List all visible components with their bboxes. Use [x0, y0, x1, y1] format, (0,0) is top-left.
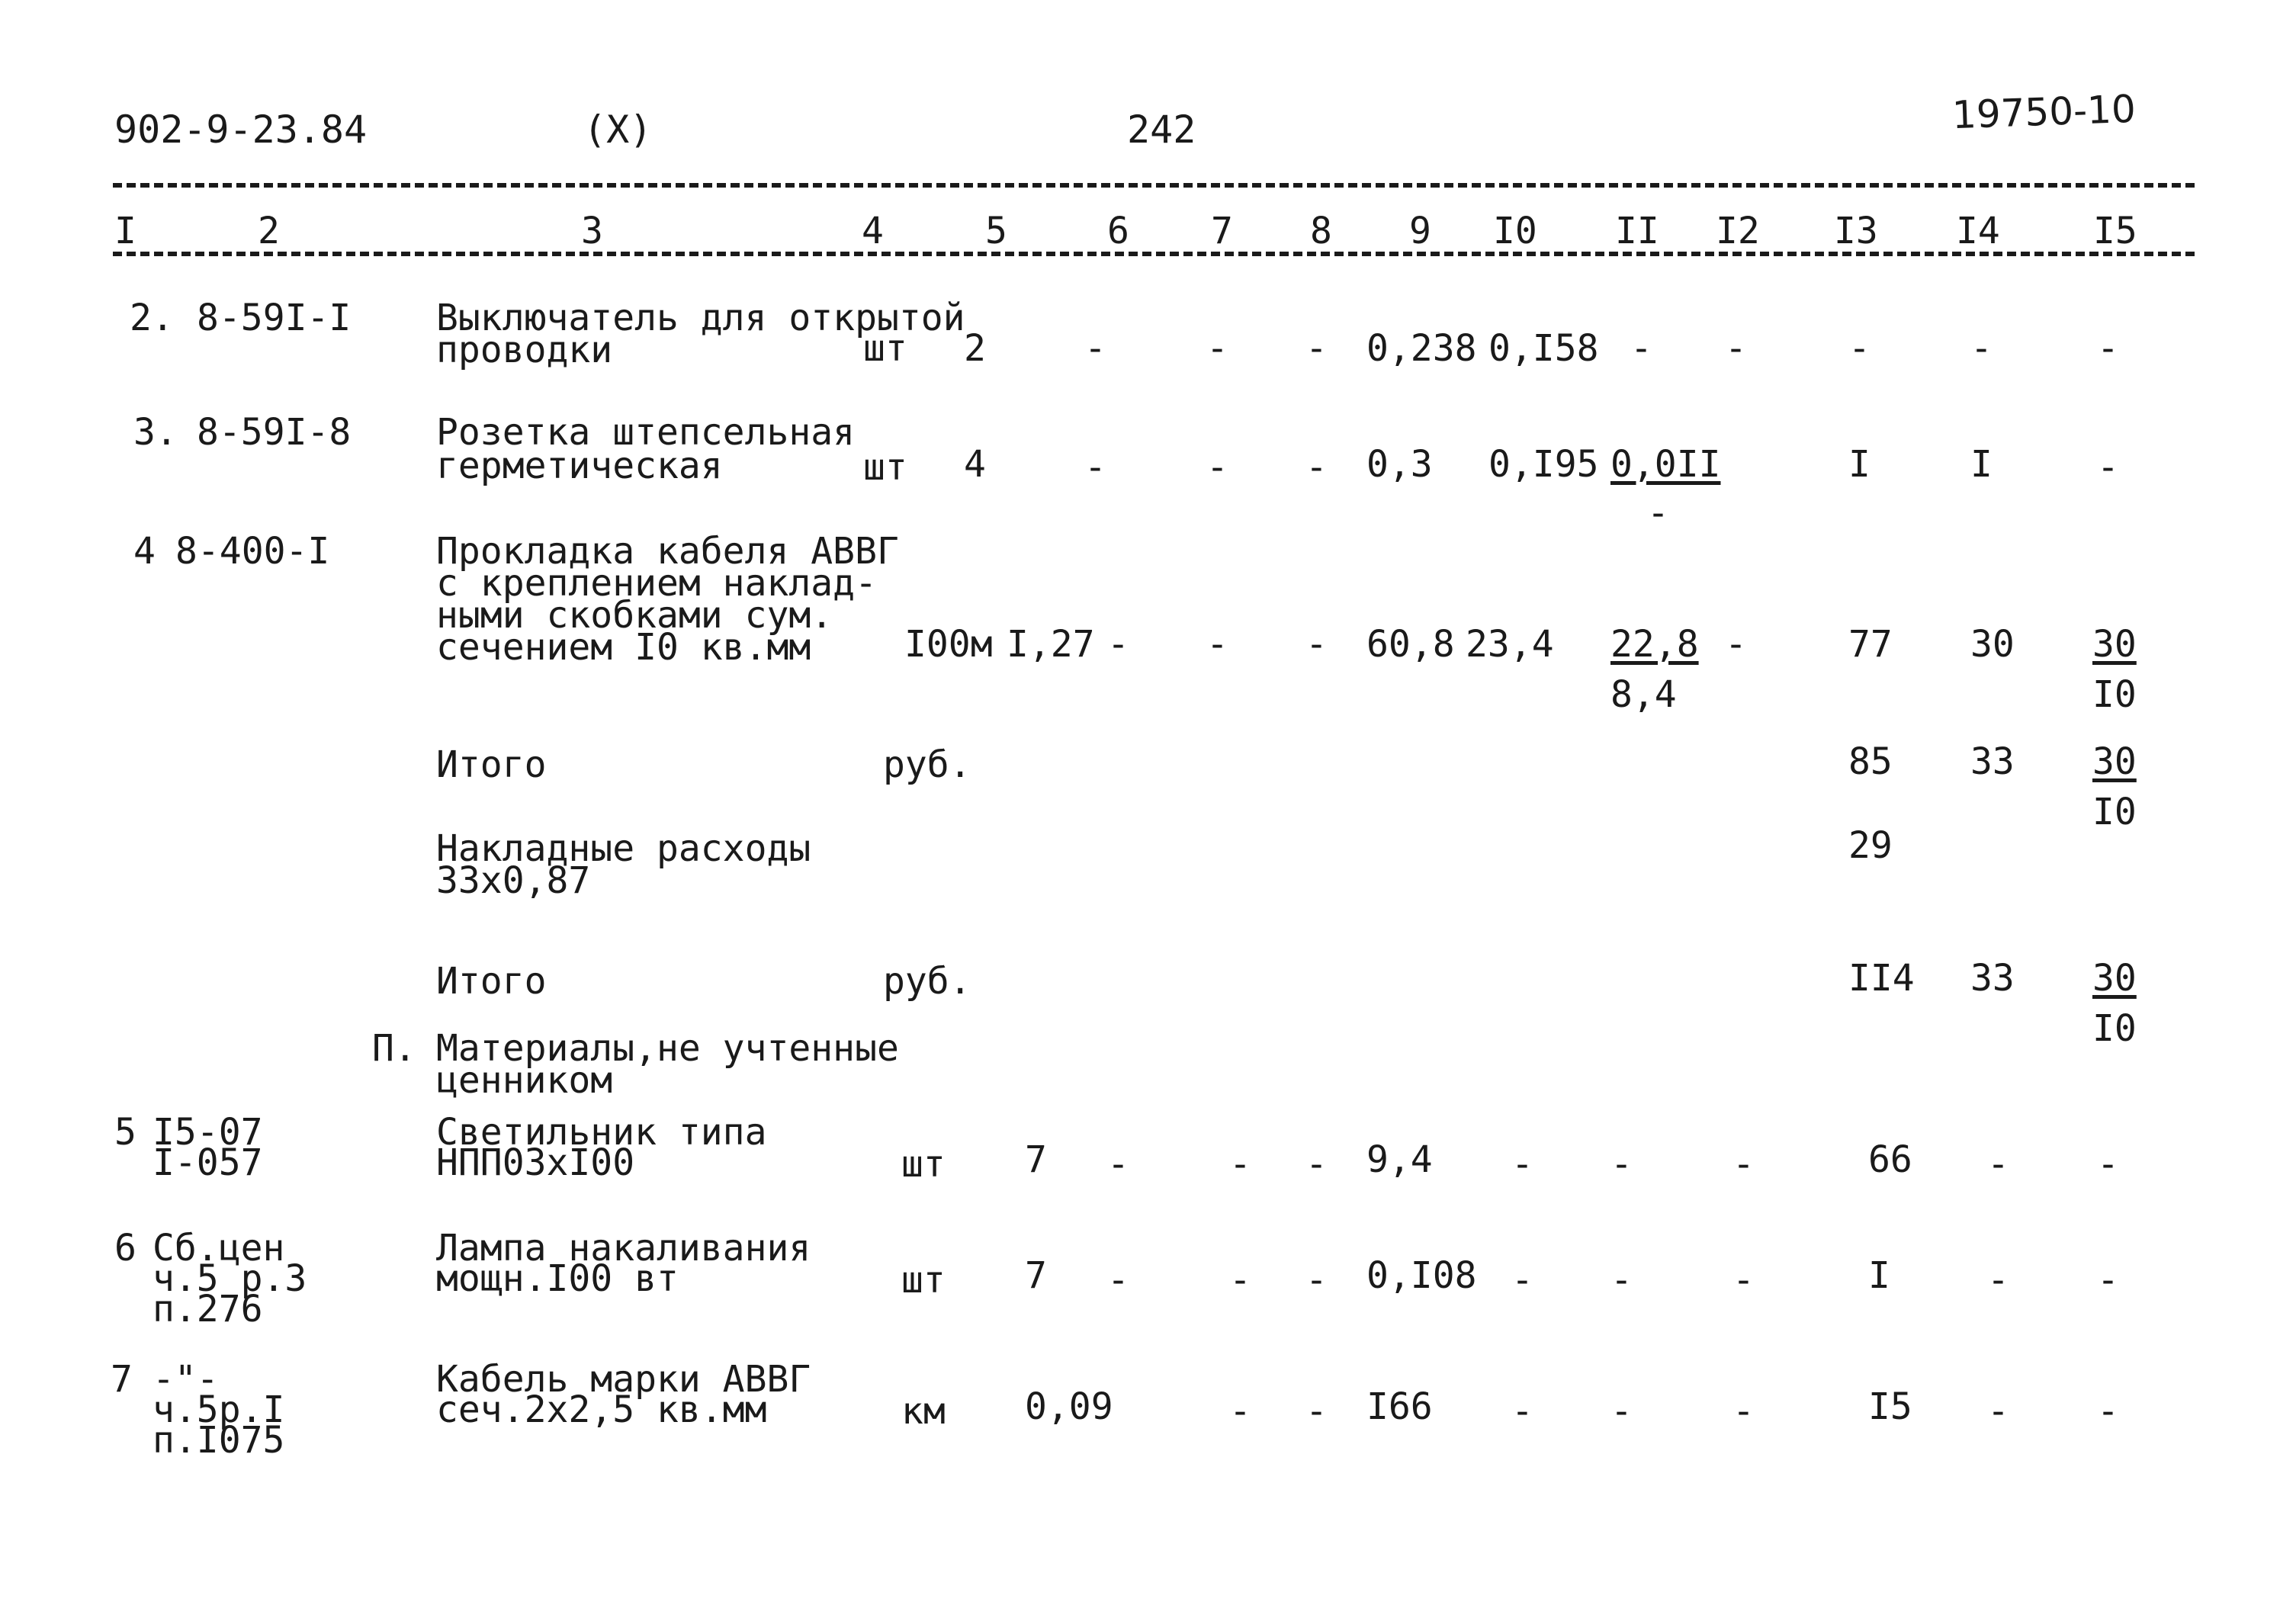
row-name-line: с креплением наклад- — [436, 562, 877, 605]
row-col12: - — [1725, 327, 1747, 370]
row-col13: I — [1868, 1254, 1890, 1297]
row-col13: 66 — [1868, 1138, 1912, 1181]
colnum-14: I4 — [1956, 210, 2000, 252]
colnum-13: I3 — [1834, 210, 1878, 252]
row-col9: 0,238 — [1366, 327, 1477, 370]
row-code-line: ч.5 р.3 — [153, 1257, 307, 1300]
row-col14: I — [1970, 443, 1993, 486]
total-label: Итого — [436, 960, 547, 1003]
overhead-formula: 33x0,87 — [436, 859, 591, 902]
section-number: П. — [372, 1027, 416, 1070]
row-name-line: Розетка штепсельная — [436, 411, 856, 454]
row-col15: - — [2097, 446, 2119, 489]
row-col12: - — [1732, 1259, 1755, 1302]
row-col11: 22,8 — [1610, 623, 1699, 666]
row-col8: - — [1305, 1143, 1328, 1186]
row-code-line: п.I075 — [153, 1419, 285, 1462]
header-divider-top — [113, 183, 2195, 188]
subtotal-unit: руб. — [883, 743, 971, 786]
row-col15: 30 — [2092, 957, 2137, 1000]
row-col7: - — [1206, 327, 1228, 370]
row-name-line: ными скобками сум. — [436, 594, 833, 637]
doc-code: 902-9-23.84 — [114, 108, 368, 152]
row-col15: - — [2097, 1143, 2119, 1186]
row-col14: 33 — [1970, 957, 2015, 1000]
row-col13: - — [1848, 327, 1871, 370]
row-unit: шт — [863, 446, 907, 489]
row-col6: - — [1107, 623, 1129, 666]
row-col9: 60,8 — [1366, 623, 1455, 666]
row-col5: 2 — [964, 327, 986, 370]
row-unit: I00м — [904, 623, 993, 666]
row-col13: I — [1848, 443, 1871, 486]
row-col6: - — [1084, 327, 1106, 370]
row-number: 5 — [114, 1111, 136, 1154]
row-col15: 30 — [2092, 623, 2137, 666]
row-col11: 0,0II — [1610, 443, 1721, 486]
row-col15-lower: I0 — [2092, 1007, 2137, 1050]
colnum-11: II — [1615, 210, 1659, 252]
overhead-label: Накладные расходы — [436, 827, 811, 870]
row-col14: 33 — [1970, 740, 2015, 783]
row-name-line: Светильник типа — [436, 1111, 767, 1154]
row-col12: - — [1732, 1143, 1755, 1186]
row-name-line: сечением I0 кв.мм — [436, 626, 811, 669]
row-col15: - — [2097, 327, 2119, 370]
row-col7: - — [1229, 1143, 1251, 1186]
colnum-3: 3 — [581, 210, 603, 252]
row-col5: 0,09 — [1025, 1385, 1113, 1428]
row-name-line: проводки — [436, 329, 613, 371]
row-col8: - — [1305, 623, 1328, 666]
row-col5: 4 — [964, 443, 986, 486]
colnum-8: 8 — [1310, 210, 1332, 252]
row-col10: - — [1511, 1143, 1533, 1186]
row-col5: 7 — [1025, 1254, 1047, 1297]
colnum-6: 6 — [1107, 210, 1129, 252]
row-col11-lower: - — [1647, 492, 1669, 534]
colnum-9: 9 — [1409, 210, 1431, 252]
row-number: 6 — [114, 1227, 136, 1270]
subtotal-label: Итого — [436, 743, 547, 786]
colnum-15: I5 — [2093, 210, 2137, 252]
row-col6: - — [1107, 1259, 1129, 1302]
row-col9: 0,3 — [1366, 443, 1433, 486]
row-number: 4 — [133, 530, 156, 573]
row-code-line: -"- — [153, 1358, 219, 1401]
section-title-line: ценником — [436, 1059, 613, 1102]
row-col11: - — [1610, 1143, 1633, 1186]
row-name-line: НПП03xI00 — [436, 1141, 635, 1184]
colnum-2: 2 — [258, 210, 280, 252]
total-unit: руб. — [883, 960, 971, 1003]
row-name-line: Прокладка кабеля АВВГ — [436, 530, 899, 573]
row-col8: - — [1305, 327, 1328, 370]
row-col9: I66 — [1366, 1385, 1433, 1428]
row-col9: 9,4 — [1366, 1138, 1433, 1181]
row-name-line: мощн.I00 вт — [436, 1257, 679, 1300]
row-col15: - — [2097, 1259, 2119, 1302]
row-col8: - — [1305, 446, 1328, 489]
colnum-12: I2 — [1716, 210, 1760, 252]
row-col14: - — [1970, 327, 1993, 370]
colnum-5: 5 — [985, 210, 1007, 252]
row-col13: 85 — [1848, 740, 1893, 783]
row-code-line: I-057 — [153, 1141, 263, 1184]
row-col15: 30 — [2092, 740, 2137, 783]
row-name-line: Кабель марки АВВГ — [436, 1358, 811, 1401]
row-name-line: Выключатель для открытой — [436, 297, 965, 339]
row-unit: шт — [863, 327, 907, 370]
row-col14: - — [1987, 1259, 2009, 1302]
row-col7: - — [1229, 1390, 1251, 1433]
row-number: 3. — [133, 411, 178, 454]
row-col13: I5 — [1868, 1385, 1912, 1428]
row-col7: - — [1206, 446, 1228, 489]
colnum-4: 4 — [862, 210, 884, 252]
row-col5: I,27 — [1007, 623, 1095, 666]
row-name-line: герметическая — [436, 445, 723, 487]
row-code-line: I5-07 — [153, 1111, 263, 1154]
row-col11: - — [1610, 1259, 1633, 1302]
row-col7: - — [1206, 623, 1228, 666]
row-code-line: ч.5р.I — [153, 1388, 285, 1431]
header-divider-bottom — [113, 252, 2195, 256]
row-code-line: 8-59I-I — [197, 297, 352, 339]
row-col5: 7 — [1025, 1138, 1047, 1181]
row-col10: 23,4 — [1466, 623, 1554, 666]
row-col7: - — [1229, 1259, 1251, 1302]
section-title-line: Материалы,не учтенные — [436, 1027, 899, 1070]
archive-number: 19750-10 — [1951, 86, 2137, 138]
row-col8: - — [1305, 1390, 1328, 1433]
row-code-line: 8-59I-8 — [197, 411, 352, 454]
row-col8: - — [1305, 1259, 1328, 1302]
row-col12: - — [1725, 623, 1747, 666]
row-unit: км — [901, 1390, 946, 1433]
row-col10: 0,I95 — [1488, 443, 1599, 486]
row-col10: 0,I58 — [1488, 327, 1599, 370]
colnum-1: I — [114, 210, 136, 252]
row-col12: - — [1732, 1390, 1755, 1433]
row-col14: - — [1987, 1143, 2009, 1186]
row-col15: - — [2097, 1390, 2119, 1433]
row-col9: 0,I08 — [1366, 1254, 1477, 1297]
row-col10: - — [1511, 1259, 1533, 1302]
row-col11: - — [1610, 1390, 1633, 1433]
row-name-line: сеч.2x2,5 кв.мм — [436, 1388, 767, 1431]
part-label: (X) — [583, 108, 653, 152]
row-col14: 30 — [1970, 623, 2015, 666]
row-name-line: Лампа накаливания — [436, 1227, 811, 1270]
row-col13: II4 — [1848, 957, 1915, 1000]
row-number: 2. — [130, 297, 174, 339]
row-col14: - — [1987, 1390, 2009, 1433]
row-col13: 77 — [1848, 623, 1893, 666]
row-col10: - — [1511, 1390, 1533, 1433]
row-col11-lower: 8,4 — [1610, 673, 1677, 716]
row-col15-lower: I0 — [2092, 673, 2137, 716]
row-code-line: Сб.цен — [153, 1227, 285, 1270]
row-unit: шт — [901, 1143, 946, 1186]
row-col11: - — [1630, 327, 1652, 370]
colnum-10: I0 — [1493, 210, 1537, 252]
row-col13: 29 — [1848, 824, 1893, 867]
row-col15-lower: I0 — [2092, 791, 2137, 833]
row-code-line: п.276 — [153, 1288, 263, 1331]
row-number: 7 — [111, 1358, 133, 1401]
row-code-line: 8-400-I — [175, 530, 330, 573]
page-number: 242 — [1127, 108, 1196, 152]
row-col6: - — [1084, 446, 1106, 489]
row-col6: - — [1107, 1143, 1129, 1186]
row-unit: шт — [901, 1259, 946, 1302]
colnum-7: 7 — [1211, 210, 1233, 252]
